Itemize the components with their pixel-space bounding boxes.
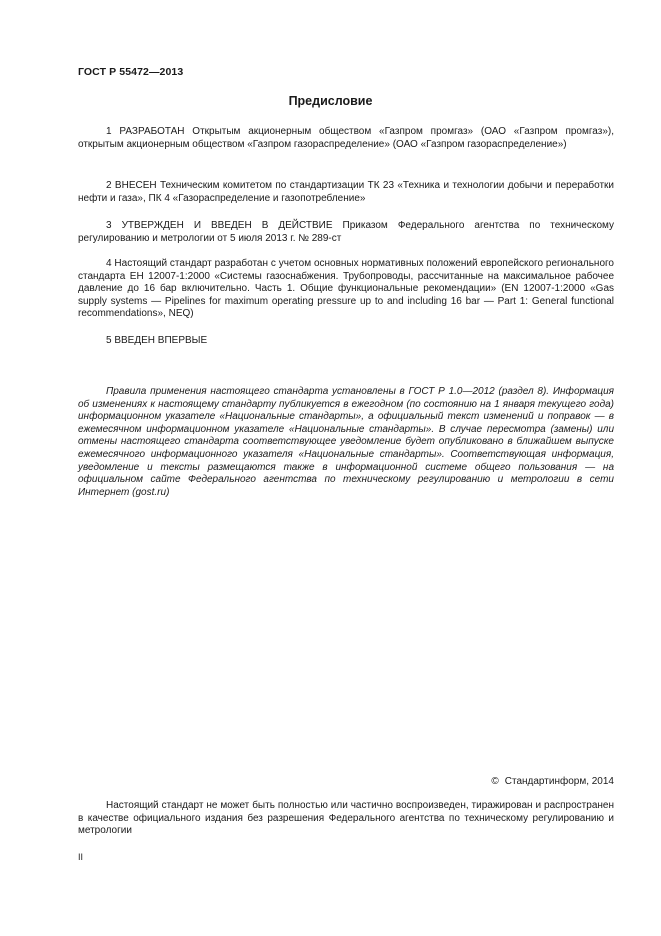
rights-notice: Настоящий стандарт не может быть полностью или частично воспроизведен, тиражирован и распространен в качестве официального издания без разрешения Федерального агентства по техническому регулированию и метрологии — [78, 800, 614, 837]
page-number: II — [78, 852, 84, 862]
application-notice: Правила применения настоящего стандарта установлены в ГОСТ Р 1.0—2012 (раздел 8). Информация об изменениях к настоящему стандарту публикуется в ежегодном (по состоянию на 1 января текущего года) информационном указателе «Национальные стандарты», а официальный текст изменений и поправок — в ежемесячном информационном указателе «Национальные стандарты». В случае пересмотра (замены) или отмены настоящего стандарта соответствующее уведомление будет опубликовано в ближайшем выпуске ежемесячного информационного указателя «Национальные стандарты». Соответствующая информация, уведомление и тексты размещаются также в информационной системе общего пользования — на официальном сайте Федерального агентства по техническому регулированию и метрологии в сети Интернет (gost.ru) — [78, 386, 614, 498]
copyright-icon: © — [491, 776, 499, 787]
copyright — [491, 776, 614, 787]
standard-code: ГОСТ Р 55472—2013 — [78, 66, 184, 78]
foreword-item-1: 1 РАЗРАБОТАН Открытым акционерным обществом «Газпром промгаз» (ОАО «Газпром промгаз»), открытым акционерным обществом «Газпром газораспределение» (ОАО «Газпром газораспределение») — [78, 126, 614, 150]
foreword-item-5: 5 ВВЕДЕН ВПЕРВЫЕ — [106, 335, 208, 346]
foreword-title: Предисловие — [288, 94, 373, 108]
foreword-item-4: 4 Настоящий стандарт разработан с учетом основных нормативных положений европейского регионального стандарта ЕН 12007-1:2000 «Системы газоснабжения. Трубопроводы, рассчитанные на максимальное рабочее давление до 16 бар включительно. Часть 1. Общие функциональные рекомендации» (EN 12007-1:2000 «Gas supply systems — Pipelines for maximum operating pressure up to and including 16 bar — Part 1: General functional recommendations», NEQ) — [78, 258, 614, 320]
foreword-item-2: 2 ВНЕСЕН Техническим комитетом по стандартизации ТК 23 «Техника и технологии добычи и переработки нефти и газа», ПК 4 «Газораспределение и газопотребление» — [78, 180, 614, 204]
copyright-text: Стандартинформ, 2014 — [504, 776, 614, 787]
foreword-item-3: 3 УТВЕРЖДЕН И ВВЕДЕН В ДЕЙСТВИЕ Приказом Федерального агентства по техническому регулированию и метрологии от 5 июля 2013 г. № 289-ст — [78, 220, 614, 244]
